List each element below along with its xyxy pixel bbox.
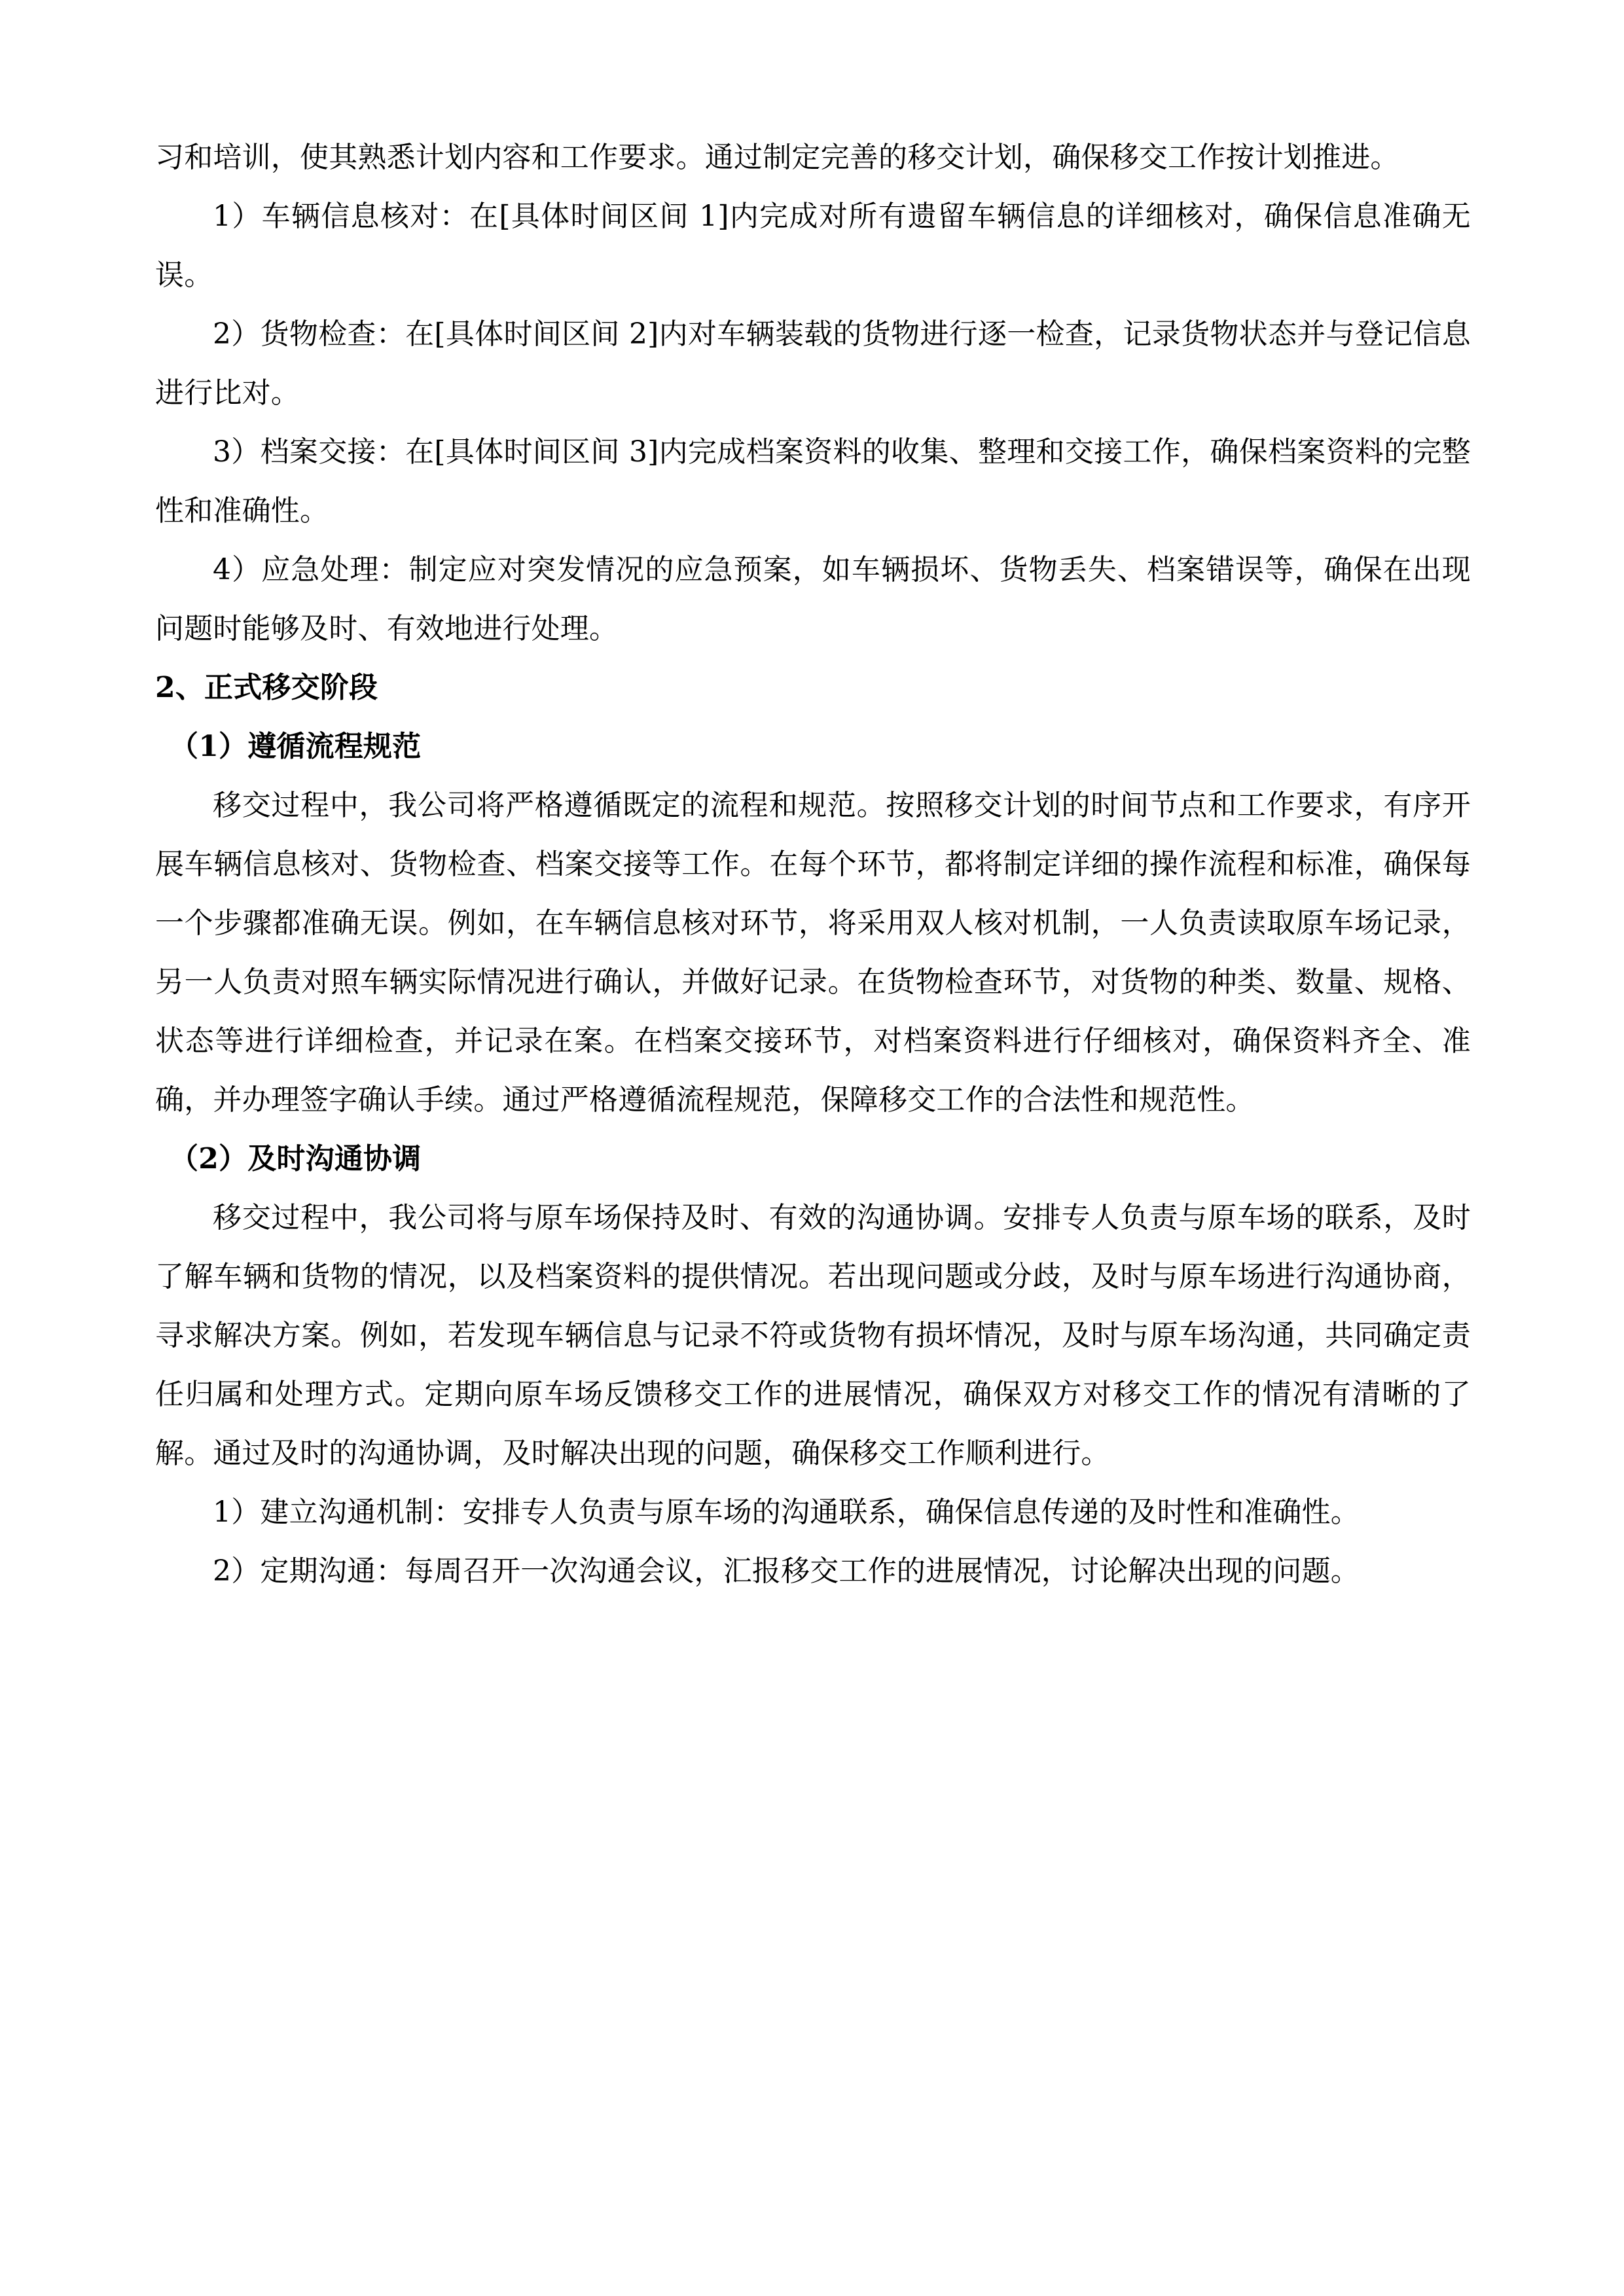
subsection-heading-follow-process-standards: （1）遵循流程规范: [170, 730, 422, 763]
list-item-archive-handover: 3）档案交接：在[具体时间区间 3]内完成档案资料的收集、整理和交接工作，确保档案资料的完整性和准确性。: [155, 435, 1471, 528]
paragraph-follow-process-standards: 移交过程中，我公司将严格遵循既定的流程和规范。按照移交计划的时间节点和工作要求，有序开展车辆信息核对、货物检查、档案交接等工作。在每个环节，都将制定详细的操作流程和标准，确保每一个步骤都准确无误。例如，在车辆信息核对环节，将采用双人核对机制，一人负责读取原车场记录，另一人负责对照车辆实际情况进行确认，并做好记录。在货物检查环节，对货物的种类、数量、规格、状态等进行详细检查，并记录在案。在档案交接环节，对档案资料进行仔细核对，确保资料齐全、准确，并办理签字确认手续。通过严格遵循流程规范，保障移交工作的合法性和规范性。: [155, 789, 1471, 1117]
paragraph-continued: 习和培训，使其熟悉计划内容和工作要求。通过制定完善的移交计划，确保移交工作按计划推进。: [155, 141, 1399, 174]
section-heading-formal-handover-stage: 2、正式移交阶段: [155, 671, 378, 704]
list-item-regular-communication: 2）定期沟通：每周召开一次沟通会议，汇报移交工作的进展情况，讨论解决出现的问题。: [213, 1554, 1360, 1588]
subsection-heading-timely-communication: （2）及时沟通协调: [170, 1142, 422, 1175]
list-item-establish-communication-mechanism: 1）建立沟通机制：安排专人负责与原车场的沟通联系，确保信息传递的及时性和准确性。: [213, 1496, 1360, 1529]
document-body: [155, 128, 1471, 1601]
list-item-emergency-handling: 4）应急处理：制定应对突发情况的应急预案，如车辆损坏、货物丢失、档案错误等，确保在出现问题时能够及时、有效地进行处理。: [155, 553, 1471, 645]
list-item-vehicle-info-check: 1）车辆信息核对：在[具体时间区间 1]内完成对所有遗留车辆信息的详细核对，确保信息准确无误。: [155, 200, 1471, 292]
list-item-cargo-inspection: 2）货物检查：在[具体时间区间 2]内对车辆装载的货物进行逐一检查，记录货物状态并与登记信息进行比对。: [155, 317, 1471, 410]
paragraph-timely-communication: 移交过程中，我公司将与原车场保持及时、有效的沟通协调。安排专人负责与原车场的联系，及时了解车辆和货物的情况，以及档案资料的提供情况。若出现问题或分歧，及时与原车场进行沟通协商，寻求解决方案。例如，若发现车辆信息与记录不符或货物有损坏情况，及时与原车场沟通，共同确定责任归属和处理方式。定期向原车场反馈移交工作的进展情况，确保双方对移交工作的情况有清晰的了解。通过及时的沟通协调，及时解决出现的问题，确保移交工作顺利进行。: [155, 1201, 1471, 1470]
